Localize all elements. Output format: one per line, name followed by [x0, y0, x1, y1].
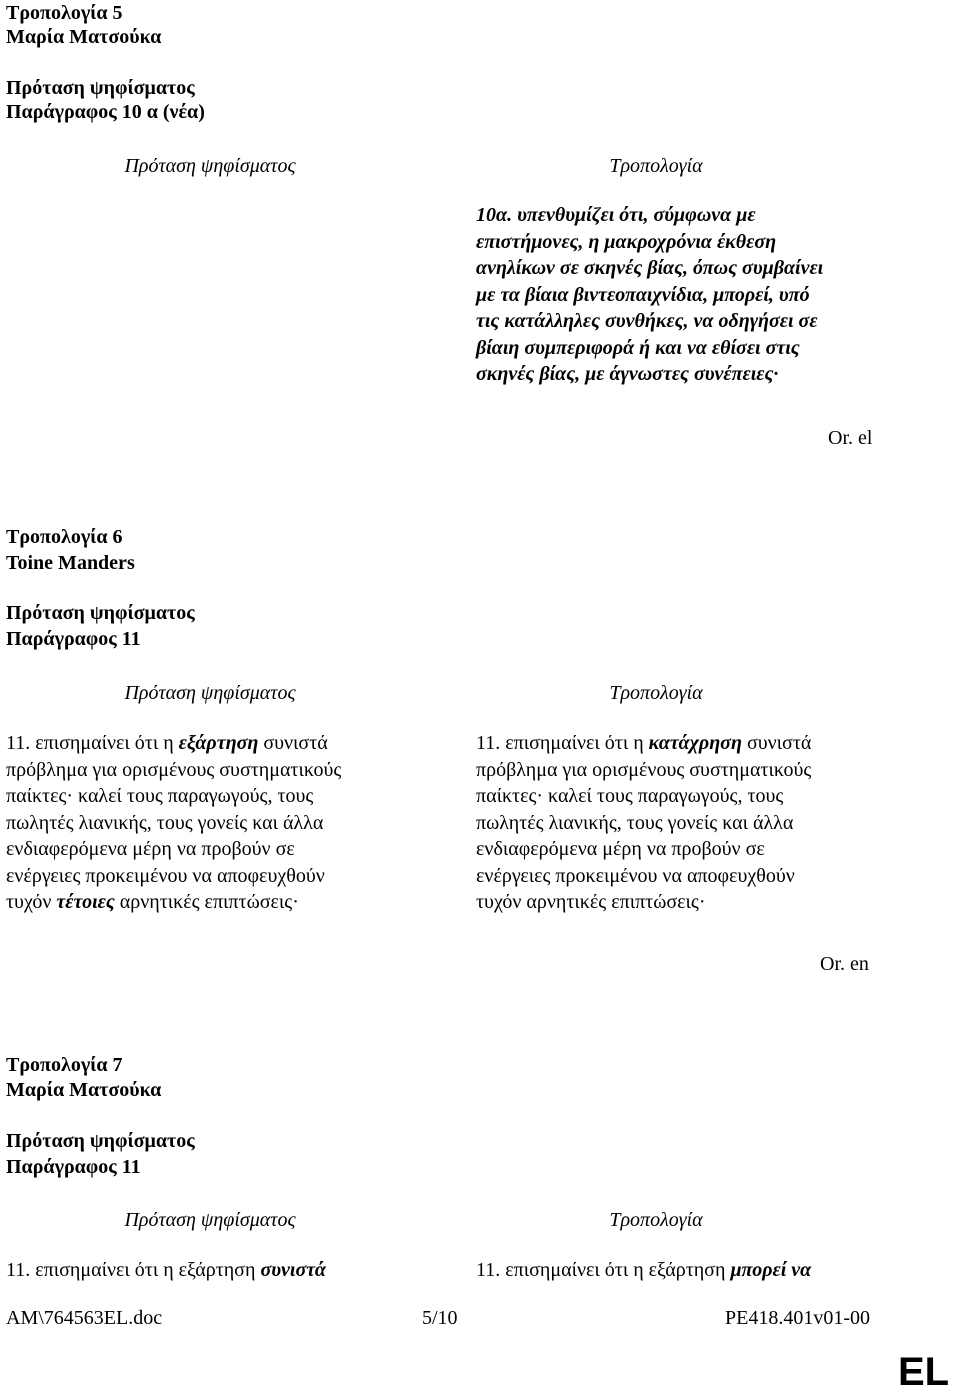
amendment-number: 6 [112, 526, 123, 548]
amendment-number: 7 [112, 1054, 123, 1076]
text-line: ανηλίκων σε σκηνές βίας, όπως συμβαίνει [476, 257, 824, 279]
amendment-title [6, 1052, 123, 1079]
document-filename: AM\764563EL.doc [6, 1307, 163, 1329]
text-run: 11. επισημαίνει ότι η εξάρτηση [476, 1259, 731, 1281]
text-line: πωλητές λιανικής, τους γονείς και άλλα [476, 811, 794, 834]
text-line: τυχόν αρνητικές επιπτώσεις· [476, 891, 706, 913]
text-line: πρόβλημα για ορισμένους συστηματικούς [6, 758, 342, 781]
text-run: συνιστά [258, 732, 328, 754]
text-line: ενέργειες προκειμένου να αποφευχθούν [6, 864, 325, 887]
highlighted-change: τέτοιες [56, 891, 115, 913]
column-header-right: Τροπολογία [609, 682, 703, 704]
highlighted-change: κατάχρηση [648, 732, 742, 754]
text-line: τις κατάλληλες συνθήκες, να οδηγήσει σε [476, 310, 818, 332]
language-code: EL [898, 1350, 950, 1394]
text-line [6, 889, 426, 916]
amendment-title [6, 0, 123, 27]
text-run: 11. επισημαίνει ότι η [6, 732, 179, 754]
column-header-right: Τροπολογία [609, 155, 703, 177]
text-line: επιστήμονες, η μακροχρόνια έκθεση [476, 230, 777, 253]
paragraph-reference: Παράγραφος 11 [6, 1156, 141, 1178]
column-header-left: Πρόταση ψηφίσματος [124, 1209, 296, 1231]
text-line: παίκτες· καλεί τους παραγωγούς, τους [6, 785, 314, 807]
amendment-label: Τροπολογία [6, 1054, 108, 1076]
text-line: με τα βίαια βιντεοπαιχνίδια, μπορεί, υπό [476, 283, 810, 306]
text-line: ενέργειες προκειμένου να αποφευχθούν [476, 864, 795, 887]
document-reference: Πρόταση ψηφίσματος [6, 1130, 195, 1152]
text-run: συνιστά [741, 732, 812, 754]
text-run: τυχόν [6, 891, 57, 913]
highlighted-change: συνιστά [260, 1259, 326, 1281]
original-language: Or. en [820, 953, 869, 975]
paragraph-reference: Παράγραφος 11 [6, 628, 141, 650]
text-line [476, 1257, 896, 1284]
paragraph-reference: Παράγραφος 10 α (νέα) [6, 101, 205, 123]
original-text-left [6, 730, 426, 916]
document-reference: Πρόταση ψηφίσματος [6, 77, 195, 99]
page-number: 5/10 [422, 1307, 458, 1329]
amendment-text-right [476, 730, 896, 916]
amendment-author: Μαρία Ματσούκα [6, 26, 162, 48]
text-run: 11. επισημαίνει ότι η [476, 732, 649, 754]
original-language: Or. el [828, 427, 873, 449]
text-line: παίκτες· καλεί τους παραγωγούς, τους [476, 785, 784, 807]
pe-reference: PE418.401v01-00 [725, 1307, 870, 1329]
column-header-right: Τροπολογία [609, 1209, 703, 1231]
amendment-author: Toine Manders [6, 552, 135, 574]
text-line [6, 1257, 426, 1284]
text-line: 10α. υπενθυμίζει ότι, σύμφωνα με [476, 204, 756, 226]
text-line: σκηνές βίας, με άγνωστες συνέπειες· [476, 363, 779, 385]
text-line: βίαιη συμπεριφορά ή και να εθίσει στις [476, 336, 800, 359]
original-text-left [6, 1257, 426, 1284]
amendment-label: Τροπολογία [6, 526, 108, 548]
highlighted-change: μπορεί να [730, 1259, 812, 1281]
amendment-text-right [476, 202, 896, 388]
amendment-number: 5 [112, 2, 123, 24]
column-header-left: Πρόταση ψηφίσματος [124, 155, 296, 177]
document-reference: Πρόταση ψηφίσματος [6, 602, 195, 624]
text-run: αρνητικές επιπτώσεις· [114, 891, 299, 913]
text-line [6, 730, 426, 757]
highlighted-change: εξάρτηση [178, 732, 259, 754]
text-line: ενδιαφερόμενα μέρη να προβούν σε [6, 838, 295, 860]
amendment-author: Μαρία Ματσούκα [6, 1079, 162, 1101]
column-header-left: Πρόταση ψηφίσματος [124, 682, 296, 704]
text-line: πωλητές λιανικής, τους γονείς και άλλα [6, 811, 324, 834]
amendment-text-right [476, 1257, 896, 1284]
text-line [476, 730, 896, 757]
text-run: 11. επισημαίνει ότι η εξάρτηση [6, 1259, 261, 1281]
amendment-title [6, 524, 123, 551]
text-line: ενδιαφερόμενα μέρη να προβούν σε [476, 838, 765, 860]
amendment-label: Τροπολογία [6, 2, 108, 24]
text-line: πρόβλημα για ορισμένους συστηματικούς [476, 758, 812, 781]
